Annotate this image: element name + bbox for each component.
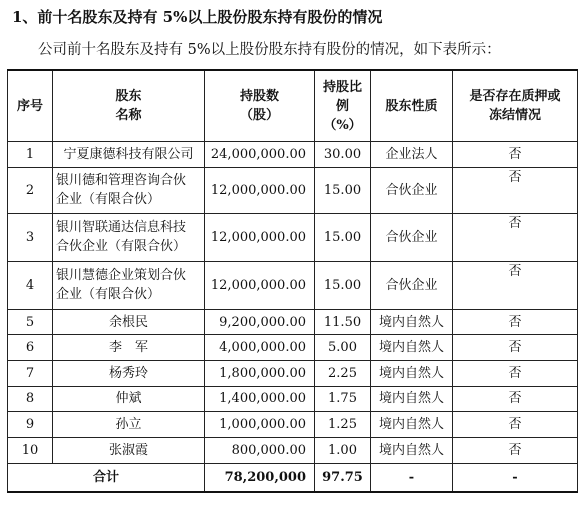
header-pledge-line2: 冻结情况 bbox=[488, 108, 541, 124]
header-index: 序号 bbox=[8, 70, 53, 142]
row-pledge: 否 bbox=[453, 142, 578, 168]
row-shares: 1,800,000.00 bbox=[205, 361, 315, 387]
table-row bbox=[8, 213, 578, 261]
row-index: 7 bbox=[8, 361, 53, 387]
header-holder-line2: 名称 bbox=[115, 108, 142, 124]
row-ratio: 1.25 bbox=[315, 412, 371, 438]
total-nature: - bbox=[371, 463, 453, 492]
header-holder-name bbox=[53, 70, 205, 142]
header-ratio-line1: 持股比 bbox=[322, 79, 362, 95]
row-index: 6 bbox=[8, 335, 53, 361]
row-ratio: 30.00 bbox=[315, 142, 371, 168]
table-row bbox=[8, 361, 578, 387]
table-row bbox=[8, 261, 578, 309]
header-shares bbox=[205, 70, 315, 142]
row-nature: 企业法人 bbox=[371, 142, 453, 168]
header-ratio bbox=[315, 70, 371, 142]
row-pledge: 否 bbox=[453, 412, 578, 438]
shareholders-table bbox=[7, 69, 578, 493]
row-ratio: 15.00 bbox=[315, 261, 371, 309]
row-pledge: 否 bbox=[453, 386, 578, 412]
total-label: 合计 bbox=[8, 463, 205, 492]
row-pledge: 否 bbox=[453, 261, 578, 309]
row-holder-name-line2: 合伙企业（有限合伙） bbox=[56, 239, 187, 255]
row-ratio: 11.50 bbox=[315, 309, 371, 335]
row-nature: 合伙企业 bbox=[371, 213, 453, 261]
row-shares: 1,400,000.00 bbox=[205, 386, 315, 412]
row-ratio: 15.00 bbox=[315, 167, 371, 213]
row-pledge: 否 bbox=[453, 361, 578, 387]
row-nature: 境内自然人 bbox=[371, 361, 453, 387]
row-index: 9 bbox=[8, 412, 53, 438]
row-pledge: 否 bbox=[453, 167, 578, 213]
row-index: 3 bbox=[8, 213, 53, 261]
section-heading: 1、前十名股东及持有 5%以上股份股东持有股份的情况 bbox=[12, 8, 383, 26]
row-holder-name-line2: 企业（有限合伙） bbox=[56, 287, 161, 303]
row-shares: 12,000,000.00 bbox=[205, 261, 315, 309]
total-shares: 78,200,000 bbox=[205, 463, 315, 492]
row-ratio: 2.25 bbox=[315, 361, 371, 387]
row-holder-name-line2: 企业（有限合伙） bbox=[56, 192, 161, 208]
row-holder-name bbox=[53, 167, 205, 213]
row-nature: 境内自然人 bbox=[371, 309, 453, 335]
total-pledge: - bbox=[453, 463, 578, 492]
row-index: 1 bbox=[8, 142, 53, 168]
row-nature: 境内自然人 bbox=[371, 412, 453, 438]
row-holder-name: 宁夏康德科技有限公司 bbox=[53, 142, 205, 168]
row-ratio: 15.00 bbox=[315, 213, 371, 261]
row-shares: 12,000,000.00 bbox=[205, 213, 315, 261]
row-holder-name: 仲斌 bbox=[53, 386, 205, 412]
total-ratio: 97.75 bbox=[315, 463, 371, 492]
table-row bbox=[8, 437, 578, 463]
table-row bbox=[8, 386, 578, 412]
table-row bbox=[8, 412, 578, 438]
row-nature: 合伙企业 bbox=[371, 167, 453, 213]
row-index: 4 bbox=[8, 261, 53, 309]
row-shares: 4,000,000.00 bbox=[205, 335, 315, 361]
row-nature: 境内自然人 bbox=[371, 335, 453, 361]
table-row bbox=[8, 309, 578, 335]
row-holder-name: 杨秀玲 bbox=[53, 361, 205, 387]
intro-paragraph: 公司前十名股东及持有 5%以上股份股东持有股份的情况，如下表所示： bbox=[38, 42, 501, 58]
row-shares: 800,000.00 bbox=[205, 437, 315, 463]
header-shares-line1: 持股数 bbox=[239, 89, 279, 105]
row-nature: 境内自然人 bbox=[371, 386, 453, 412]
row-holder-name-line1: 银川慧德企业策划合伙 bbox=[56, 268, 187, 284]
row-shares: 24,000,000.00 bbox=[205, 142, 315, 168]
header-pledge-line1: 是否存在质押或 bbox=[469, 89, 561, 105]
header-ratio-line2: 例 bbox=[335, 98, 349, 114]
row-index: 5 bbox=[8, 309, 53, 335]
header-pledge bbox=[453, 70, 578, 142]
row-holder-name: 余根民 bbox=[53, 309, 205, 335]
header-ratio-line3: （%） bbox=[323, 117, 362, 133]
row-holder-name bbox=[53, 213, 205, 261]
row-holder-name-line1: 银川德和管理咨询合伙 bbox=[56, 173, 187, 189]
row-index: 8 bbox=[8, 386, 53, 412]
row-ratio: 5.00 bbox=[315, 335, 371, 361]
row-pledge: 否 bbox=[453, 335, 578, 361]
table-header-row bbox=[8, 70, 578, 142]
row-pledge: 否 bbox=[453, 213, 578, 261]
row-index: 10 bbox=[8, 437, 53, 463]
row-pledge: 否 bbox=[453, 437, 578, 463]
row-index: 2 bbox=[8, 167, 53, 213]
row-holder-name-line1: 银川智联通达信息科技 bbox=[56, 220, 187, 236]
row-nature: 境内自然人 bbox=[371, 437, 453, 463]
row-shares: 1,000,000.00 bbox=[205, 412, 315, 438]
table-row bbox=[8, 167, 578, 213]
table-row bbox=[8, 335, 578, 361]
row-shares: 9,200,000.00 bbox=[205, 309, 315, 335]
row-ratio: 1.00 bbox=[315, 437, 371, 463]
header-holder-line1: 股东 bbox=[115, 89, 142, 105]
row-holder-name bbox=[53, 261, 205, 309]
row-pledge: 否 bbox=[453, 309, 578, 335]
row-shares: 12,000,000.00 bbox=[205, 167, 315, 213]
row-ratio: 1.75 bbox=[315, 386, 371, 412]
table-total-row bbox=[8, 463, 578, 492]
table-row bbox=[8, 142, 578, 168]
row-holder-name: 张淑霞 bbox=[53, 437, 205, 463]
row-holder-name: 孙立 bbox=[53, 412, 205, 438]
header-nature: 股东性质 bbox=[371, 70, 453, 142]
header-shares-line2: （股） bbox=[239, 108, 279, 124]
row-holder-name: 李 军 bbox=[53, 335, 205, 361]
row-nature: 合伙企业 bbox=[371, 261, 453, 309]
